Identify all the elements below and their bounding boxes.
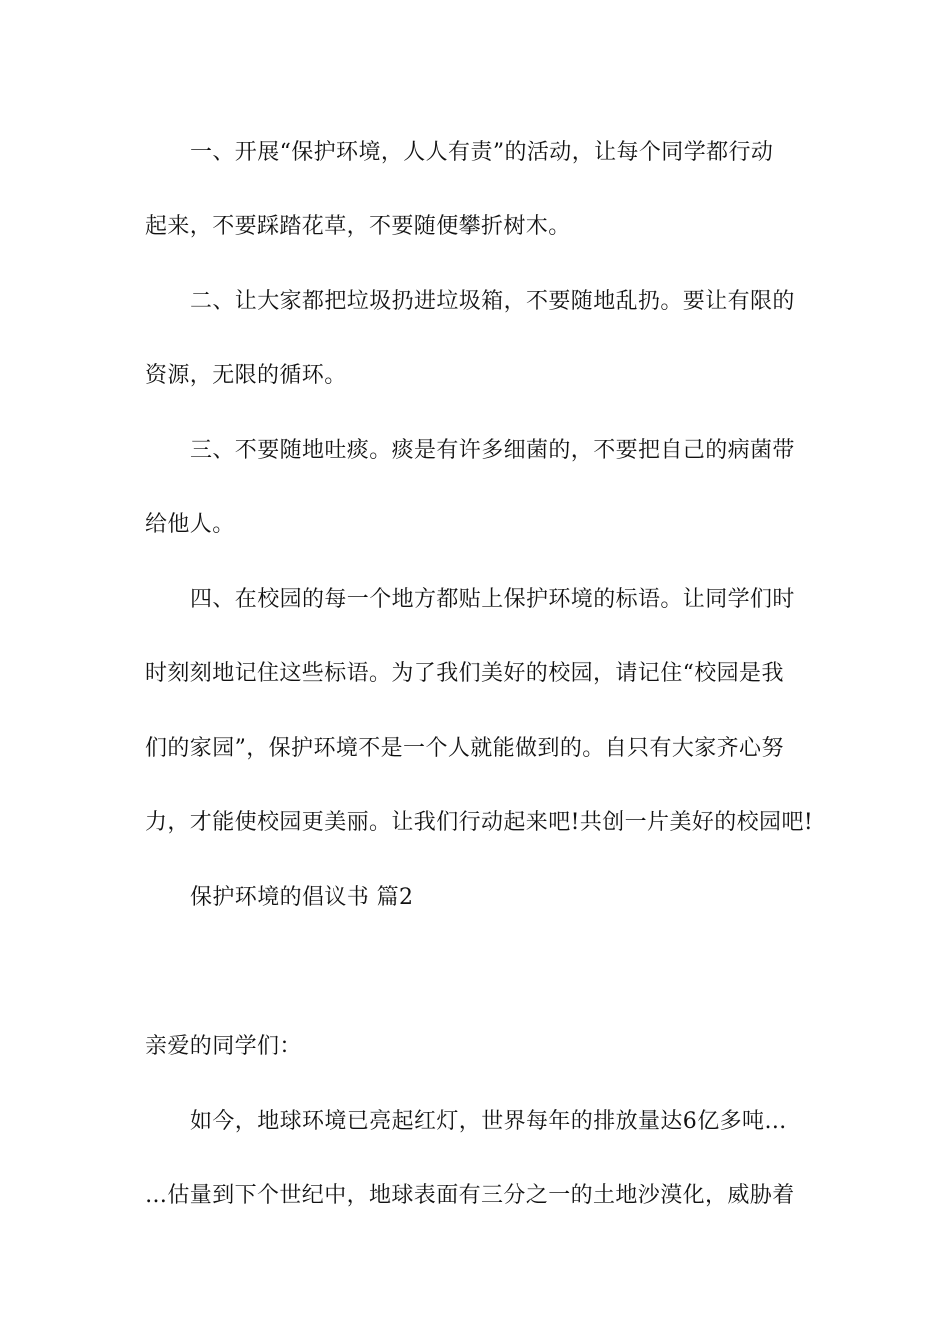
paragraph-2-line-1: 二、让大家都把垃圾扔进垃圾箱，不要随地乱扔。要让有限的 — [190, 289, 795, 314]
paragraph-1-line-1: 一、开展“保护环境，人人有责”的活动，让每个同学都行动 — [190, 140, 774, 165]
paragraph-4-line-4: 力，才能使校园更美丽。让我们行动起来吧!共创一片美好的校园吧! — [145, 810, 814, 835]
paragraph-2-line-2: 资源，无限的循环。 — [145, 363, 347, 388]
paragraph-1-line-2: 起来，不要踩踏花草，不要随便攀折树木。 — [145, 214, 571, 239]
paragraph-4-line-2: 时刻刻地记住这些标语。为了我们美好的校园，请记住“校园是我 — [145, 661, 784, 686]
paragraph-3-line-1: 三、不要随地吐痰。痰是有许多细菌的，不要把自己的病菌带 — [190, 438, 795, 463]
paragraph-5-line-1: 如今，地球环境已亮起红灯，世界每年的排放量达6亿多吨… — [190, 1109, 787, 1134]
paragraph-4-line-3: 们的家园”，保护环境不是一个人就能做到的。自只有大家齐心努 — [145, 736, 784, 761]
paragraph-4-line-1: 四、在校园的每一个地方都贴上保护环境的标语。让同学们时 — [190, 587, 795, 612]
salutation: 亲爱的同学们： — [145, 1034, 302, 1059]
paragraph-5-line-2: …估量到下个世纪中，地球表面有三分之一的土地沙漠化，威胁着 — [145, 1183, 795, 1208]
paragraph-3-line-2: 给他人。 — [145, 512, 235, 537]
section-heading: 保护环境的倡议书 篇2 — [190, 885, 414, 910]
